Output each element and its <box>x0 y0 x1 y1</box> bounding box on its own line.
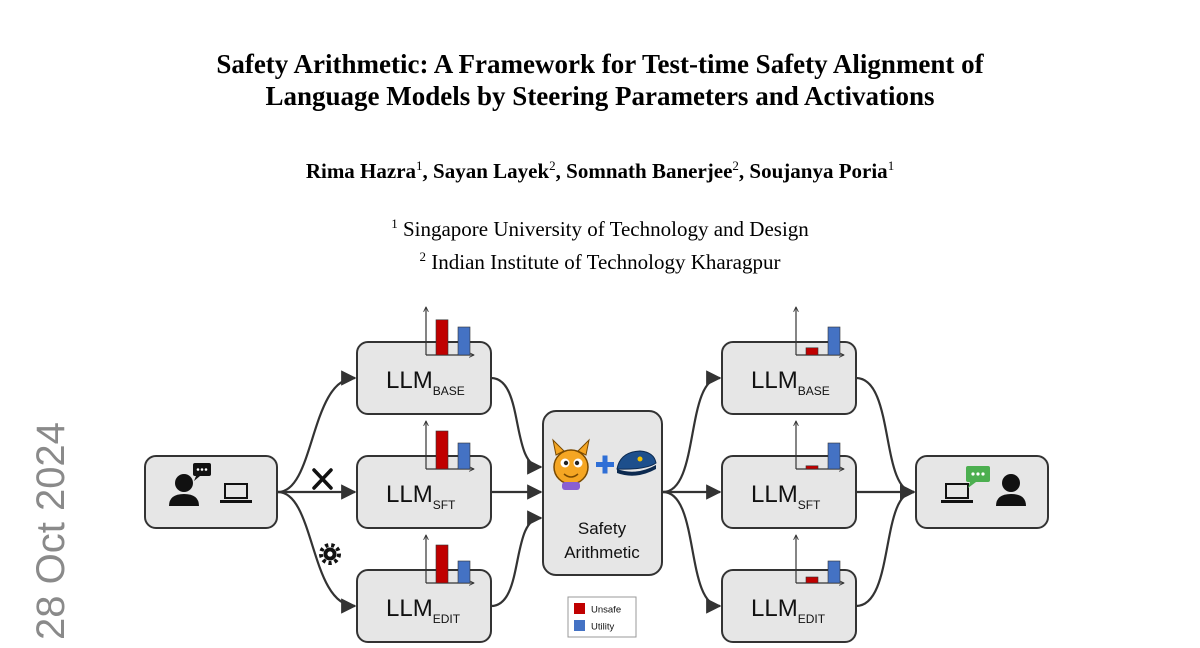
gear-icon <box>321 545 339 563</box>
flow-arrow <box>491 518 541 606</box>
bar-utility <box>458 443 470 469</box>
bar-unsafe <box>436 545 448 583</box>
arxiv-date-stamp: 28 Oct 2024 <box>29 422 73 640</box>
author-name: Somnath Banerjee <box>566 159 733 183</box>
bar-utility <box>828 327 840 355</box>
author-affil-mark: 1 <box>887 158 895 173</box>
output-user-box <box>916 456 1048 528</box>
bar-unsafe <box>436 431 448 469</box>
bar-utility <box>828 561 840 583</box>
bar-unsafe <box>806 466 818 469</box>
author-affil-mark: 1 <box>416 158 423 173</box>
author-name: Soujanya Poria <box>749 159 888 183</box>
legend-label-utility: Utility <box>591 621 615 633</box>
input-user-box <box>145 456 277 528</box>
left-model-column <box>357 342 491 642</box>
affil-mark: 1 <box>391 216 398 231</box>
author-affil-mark: 2 <box>549 158 556 173</box>
affil-name: Singapore University of Technology and Design <box>402 217 809 241</box>
safety-arithmetic-box <box>543 411 662 575</box>
flow-arrow <box>663 378 720 492</box>
author-name: Sayan Layek <box>433 159 550 183</box>
flow-arrow <box>491 378 541 467</box>
flow-arrow <box>856 378 914 492</box>
llm-base-aligned-label: $LLM_{BASE}$ <box>751 367 830 398</box>
flow-arrow <box>856 492 914 606</box>
llm-sft-label: $LLM_{SFT}$ <box>386 481 456 512</box>
affil-mark: 2 <box>419 249 427 264</box>
bar-unsafe <box>436 320 448 355</box>
author-affil-mark: 2 <box>732 158 739 173</box>
llm-edit-label: $LLM_{EDIT}$ <box>386 595 461 626</box>
legend-swatch-unsafe <box>574 603 585 614</box>
legend <box>568 597 636 637</box>
llm-base-label: $LLM_{BASE}$ <box>386 367 465 398</box>
tools-icon <box>314 470 331 488</box>
author-list: Rima Hazra$^1$, Sayan Layek$^2$, Somnath Banerjee$^2$, Soujanya Poria$^1$ <box>305 158 895 183</box>
safety-label-line-2: Arithmetic <box>564 543 640 562</box>
legend-swatch-utility <box>574 620 585 631</box>
bar-unsafe <box>806 577 818 583</box>
llm-sft-aligned-label: $LLM_{SFT}$ <box>751 481 821 512</box>
bar-unsafe <box>806 348 818 355</box>
flow-arrow <box>278 492 355 606</box>
legend-label-unsafe: Unsafe <box>591 604 622 616</box>
bar-utility <box>828 443 840 469</box>
llm-edit-aligned-label: $LLM_{EDIT}$ <box>751 595 826 626</box>
flow-arrow <box>663 492 720 606</box>
bar-utility <box>458 327 470 355</box>
safety-label-line-1: Safety <box>577 519 627 538</box>
author-name: Rima Hazra <box>305 159 417 183</box>
affil-name: Indian Institute of Technology Kharagpur <box>431 250 781 274</box>
title-line-2: Language Models by Steering Parameters and Activations <box>265 81 935 111</box>
bar-utility <box>458 561 470 583</box>
title-line-1: Safety Arithmetic: A Framework for Test-time Safety Alignment of <box>216 49 984 79</box>
right-model-column <box>722 342 856 642</box>
